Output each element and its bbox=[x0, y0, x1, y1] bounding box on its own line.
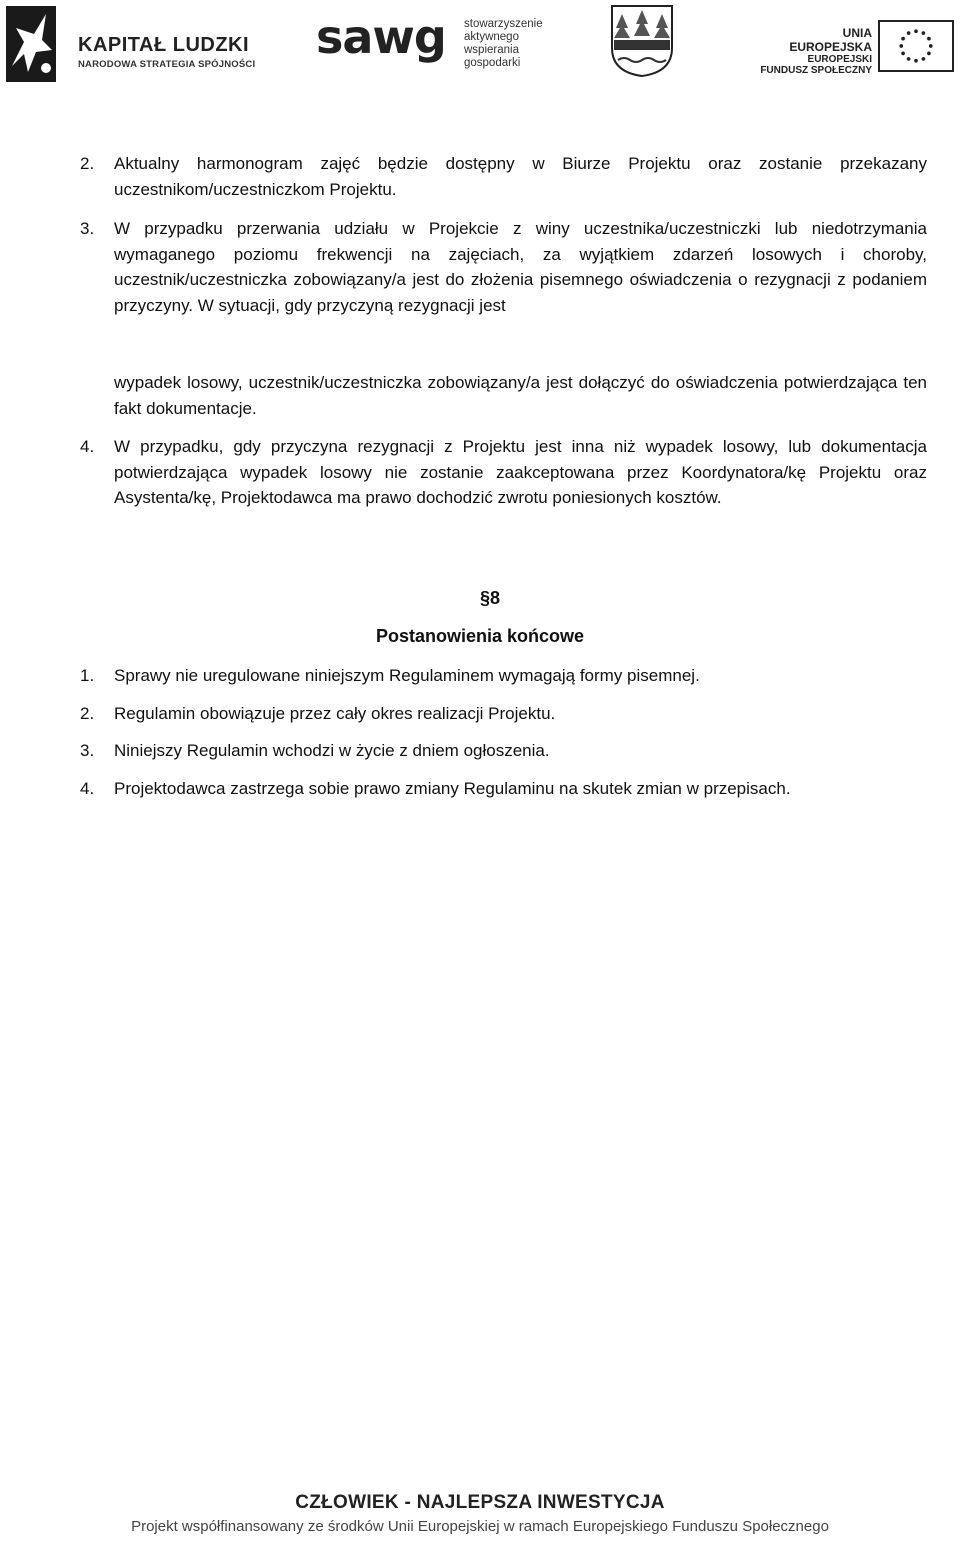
ue-line3: FUNDUSZ SPOŁECZNY bbox=[760, 65, 872, 76]
kapital-ludzki-mark-icon bbox=[6, 6, 56, 82]
list-item bbox=[80, 776, 927, 802]
coat-of-arms-icon bbox=[610, 4, 674, 78]
ue-text bbox=[760, 26, 872, 76]
list-item-number: 3. bbox=[80, 741, 95, 760]
header-logos bbox=[0, 0, 960, 90]
sawg-line: gospodarki bbox=[464, 57, 521, 69]
sawg-wordmark: sawg bbox=[316, 10, 446, 64]
list-item-number: 4. bbox=[80, 437, 95, 456]
list-item-number: 1. bbox=[80, 666, 95, 685]
eu-flag-icon bbox=[878, 20, 954, 72]
sawg-description bbox=[464, 18, 543, 70]
kapital-ludzki-logo bbox=[6, 6, 256, 82]
list-item bbox=[80, 738, 927, 764]
list-item-text: Projektodawca zastrzega sobie prawo zmiany Regulaminu na skutek zmian w przepisach. bbox=[114, 779, 791, 798]
section-symbol: §8 bbox=[479, 588, 501, 608]
list-item bbox=[80, 701, 927, 727]
list-item-text: Regulamin obowiązuje przez cały okres realizacji Projektu. bbox=[114, 704, 556, 723]
list-item bbox=[80, 434, 927, 511]
kapital-ludzki-title: KAPITAŁ LUDZKI bbox=[78, 34, 250, 56]
kapital-ludzki-subtitle: NARODOWA STRATEGIA SPÓJNOŚCI bbox=[78, 59, 256, 70]
list-item bbox=[80, 663, 927, 689]
footer-note: Projekt współfinansowany ze środków Unii Europejskiej w ramach Europejskiego Funduszu Społecznego bbox=[131, 1518, 829, 1535]
list-item-text: Sprawy nie uregulowane niniejszym Regulaminem wymagają formy pisemnej. bbox=[114, 666, 700, 685]
list-item-continuation-text: wypadek losowy, uczestnik/uczestniczka zobowiązany/a jest dołączyć do oświadczenia potwierdzająca ten fakt dokumentacje. bbox=[114, 373, 927, 418]
list-item-text: W przypadku, gdy przyczyna rezygnacji z Projektu jest inna niż wypadek losowy, lub dokumentacja potwierdzająca wypadek losowy nie zostanie zaakceptowana przez Koordynatora/kę Projektu oraz Asystenta/kę, Projektodawca ma prawo dochodzić zwrotu poniesionych kosztów. bbox=[114, 437, 927, 507]
ue-efs-logo bbox=[760, 20, 956, 74]
list-item bbox=[80, 151, 927, 202]
list-item bbox=[80, 216, 927, 318]
list-item-text: W przypadku przerwania udziału w Projekcie z winy uczestnika/uczestniczki lub niedotrzymania wymaganego poziomu frekwencji na zajęciach, za wyjątkiem zdarzeń losowych i choroby, uczestnik/uczestniczka zobowiązany/a jest do złożenia pisemnego oświadczenia o rezygnacji z podaniem przyczyny. W sytuacji, gdy przyczyną rezygnacji jest bbox=[114, 219, 927, 315]
list-item-number: 2. bbox=[80, 154, 95, 173]
footer-slogan: CZŁOWIEK - NAJLEPSZA INWESTYCJA bbox=[295, 1492, 665, 1513]
sawg-line: wspierania bbox=[464, 44, 519, 56]
list-item-number: 2. bbox=[80, 704, 95, 723]
sawg-logo bbox=[316, 12, 546, 78]
ue-line1: UNIA EUROPEJSKA bbox=[789, 26, 872, 54]
list-item-number: 3. bbox=[80, 219, 95, 238]
section-title: Postanowienia końcowe bbox=[375, 626, 585, 646]
ue-line2: EUROPEJSKI bbox=[807, 54, 872, 65]
list-item-number: 4. bbox=[80, 779, 95, 798]
sawg-line: stowarzyszenie bbox=[464, 18, 543, 30]
list-item-text: Aktualny harmonogram zajęć będzie dostępny w Biurze Projektu oraz zostanie przekazany uczestnikom/uczestniczkom Projektu. bbox=[114, 154, 927, 199]
list-item-text: Niniejszy Regulamin wchodzi w życie z dniem ogłoszenia. bbox=[114, 741, 550, 760]
list-item-continuation bbox=[114, 370, 927, 421]
sawg-line: aktywnego bbox=[464, 31, 519, 43]
